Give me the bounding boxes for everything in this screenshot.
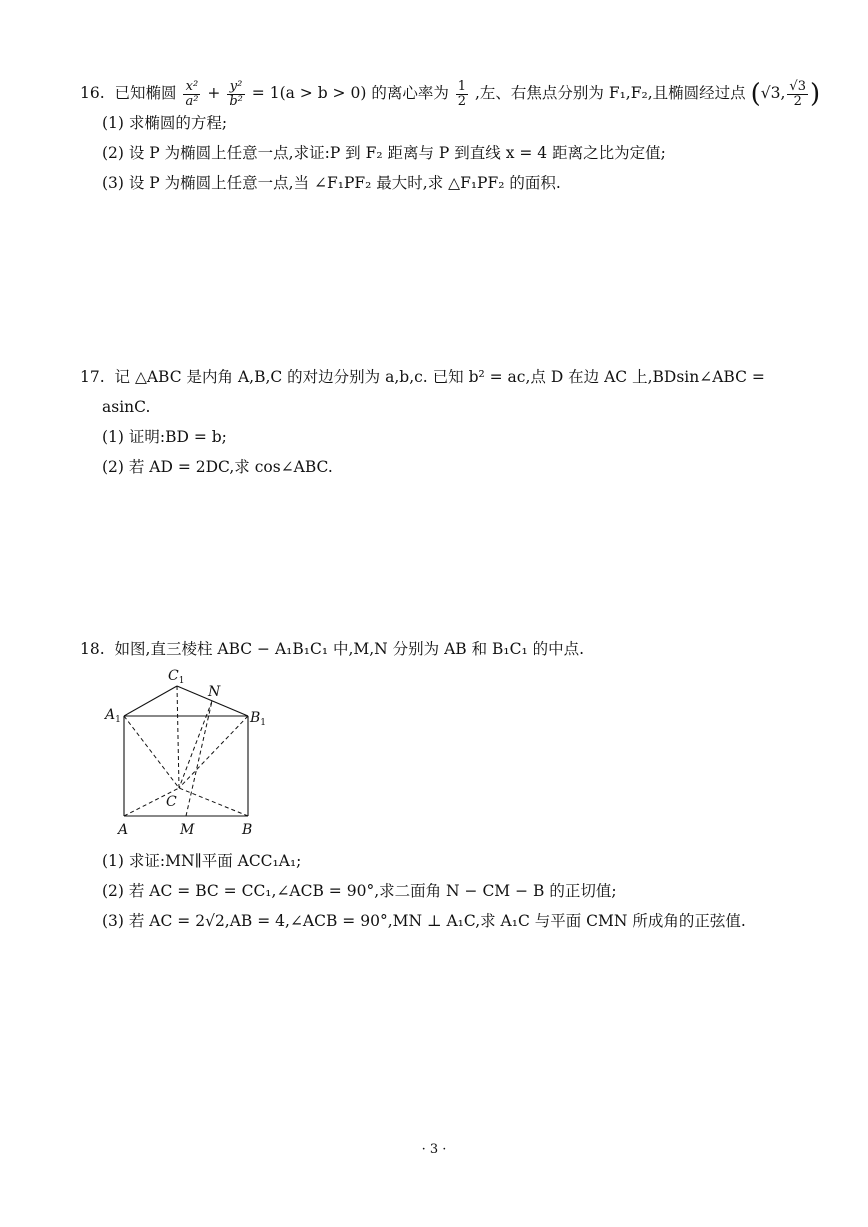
page-number: · 3 · — [421, 1142, 447, 1157]
question-16 — [80, 78, 821, 198]
q16-part-1: (1) 求椭圆的方程; — [102, 114, 228, 133]
segment-a1-c — [124, 716, 179, 788]
q17-part-1: (1) 证明:BD = b; — [102, 428, 227, 446]
point-comma: , — [780, 84, 786, 102]
q17-number: 17. — [80, 368, 105, 386]
fraction-half — [456, 80, 468, 108]
foci-text: ,左、右焦点分别为 F₁,F₂,且椭圆经过点 — [474, 84, 746, 102]
label-b: B — [242, 822, 253, 838]
q16-part-3: (3) 设 P 为椭圆上任意一点,当 ∠F₁PF₂ 最大时,求 △F₁PF₂ 的面积. — [102, 174, 561, 193]
frac-denominator: a² — [185, 93, 199, 109]
q16-part-2: (2) 设 P 为椭圆上任意一点,求证:P 到 F₂ 距离与 P 到直线 x = 4 距离之比为定值; — [102, 144, 666, 163]
edge-c-c1 — [177, 686, 179, 788]
frac-numerator: x² — [183, 80, 200, 95]
segment-b1-c — [179, 716, 248, 788]
q17-part-2: (2) 若 AD = 2DC,求 cos∠ABC. — [102, 458, 333, 476]
question-17 — [80, 362, 800, 482]
q18-parts — [80, 846, 800, 936]
q17-line-1: 记 △ABC 是内角 A,B,C 的对边分别为 a,b,c. 已知 b² = ac,点 D 在边 AC 上,BDsin∠ABC = — [114, 368, 765, 386]
question-18 — [80, 634, 800, 664]
right-paren: ) — [809, 79, 821, 109]
frac-numerator: 1 — [457, 78, 467, 94]
label-m: M — [180, 822, 195, 838]
fraction-sqrt3-2 — [787, 80, 808, 108]
left-paren: ( — [750, 79, 761, 109]
label-n: N — [208, 684, 221, 700]
q16-number: 16. — [80, 84, 105, 102]
q18-number: 18. — [80, 640, 105, 658]
point-x: √3 — [760, 84, 781, 102]
fraction-y2-b2 — [227, 80, 245, 108]
q18-part-1: (1) 求证:MN∥平面 ACC₁A₁; — [102, 852, 302, 870]
q18-stem-text: 如图,直三棱柱 ABC − A₁B₁C₁ 中,M,N 分别为 AB 和 B₁C₁ 的中点. — [114, 640, 585, 658]
label-a1: $A_1$ — [105, 707, 121, 725]
ecc-text: 的离心率为 — [371, 84, 449, 102]
q17-stem-line-1 — [80, 362, 800, 392]
frac-numerator: √3 — [789, 78, 806, 94]
q17-stem-line-2: asinC. — [102, 398, 151, 416]
label-a: A — [118, 822, 129, 838]
frac-denominator: 2 — [457, 93, 467, 109]
label-c: C — [166, 794, 177, 810]
segment-m-n — [186, 701, 212, 816]
frac-numerator: y² — [227, 80, 245, 95]
fraction-x2-a2 — [183, 80, 200, 108]
q18-part-2: (2) 若 AC = BC = CC₁,∠ACB = 90°,求二面角 N − CM − B 的正切值; — [102, 882, 617, 900]
frac-denominator: b² — [229, 93, 243, 109]
plus-sign: + — [207, 84, 221, 102]
prism-figure — [100, 664, 280, 844]
frac-denominator: 2 — [793, 93, 802, 109]
q16-stem — [80, 78, 821, 109]
q18-part-3: (3) 若 AC = 2√2,AB = 4,∠ACB = 90°,MN ⊥ A₁C,求 A₁C 与平面 CMN 所成角的正弦值. — [102, 912, 746, 930]
equation-rhs: = 1(a > b > 0) — [251, 84, 367, 102]
q18-stem — [80, 634, 800, 664]
label-c1: $C_1$ — [168, 668, 185, 686]
q16-intro: 已知椭圆 — [114, 84, 177, 102]
edge-a1-c1 — [124, 686, 177, 716]
label-b1: $B_1$ — [250, 710, 267, 728]
